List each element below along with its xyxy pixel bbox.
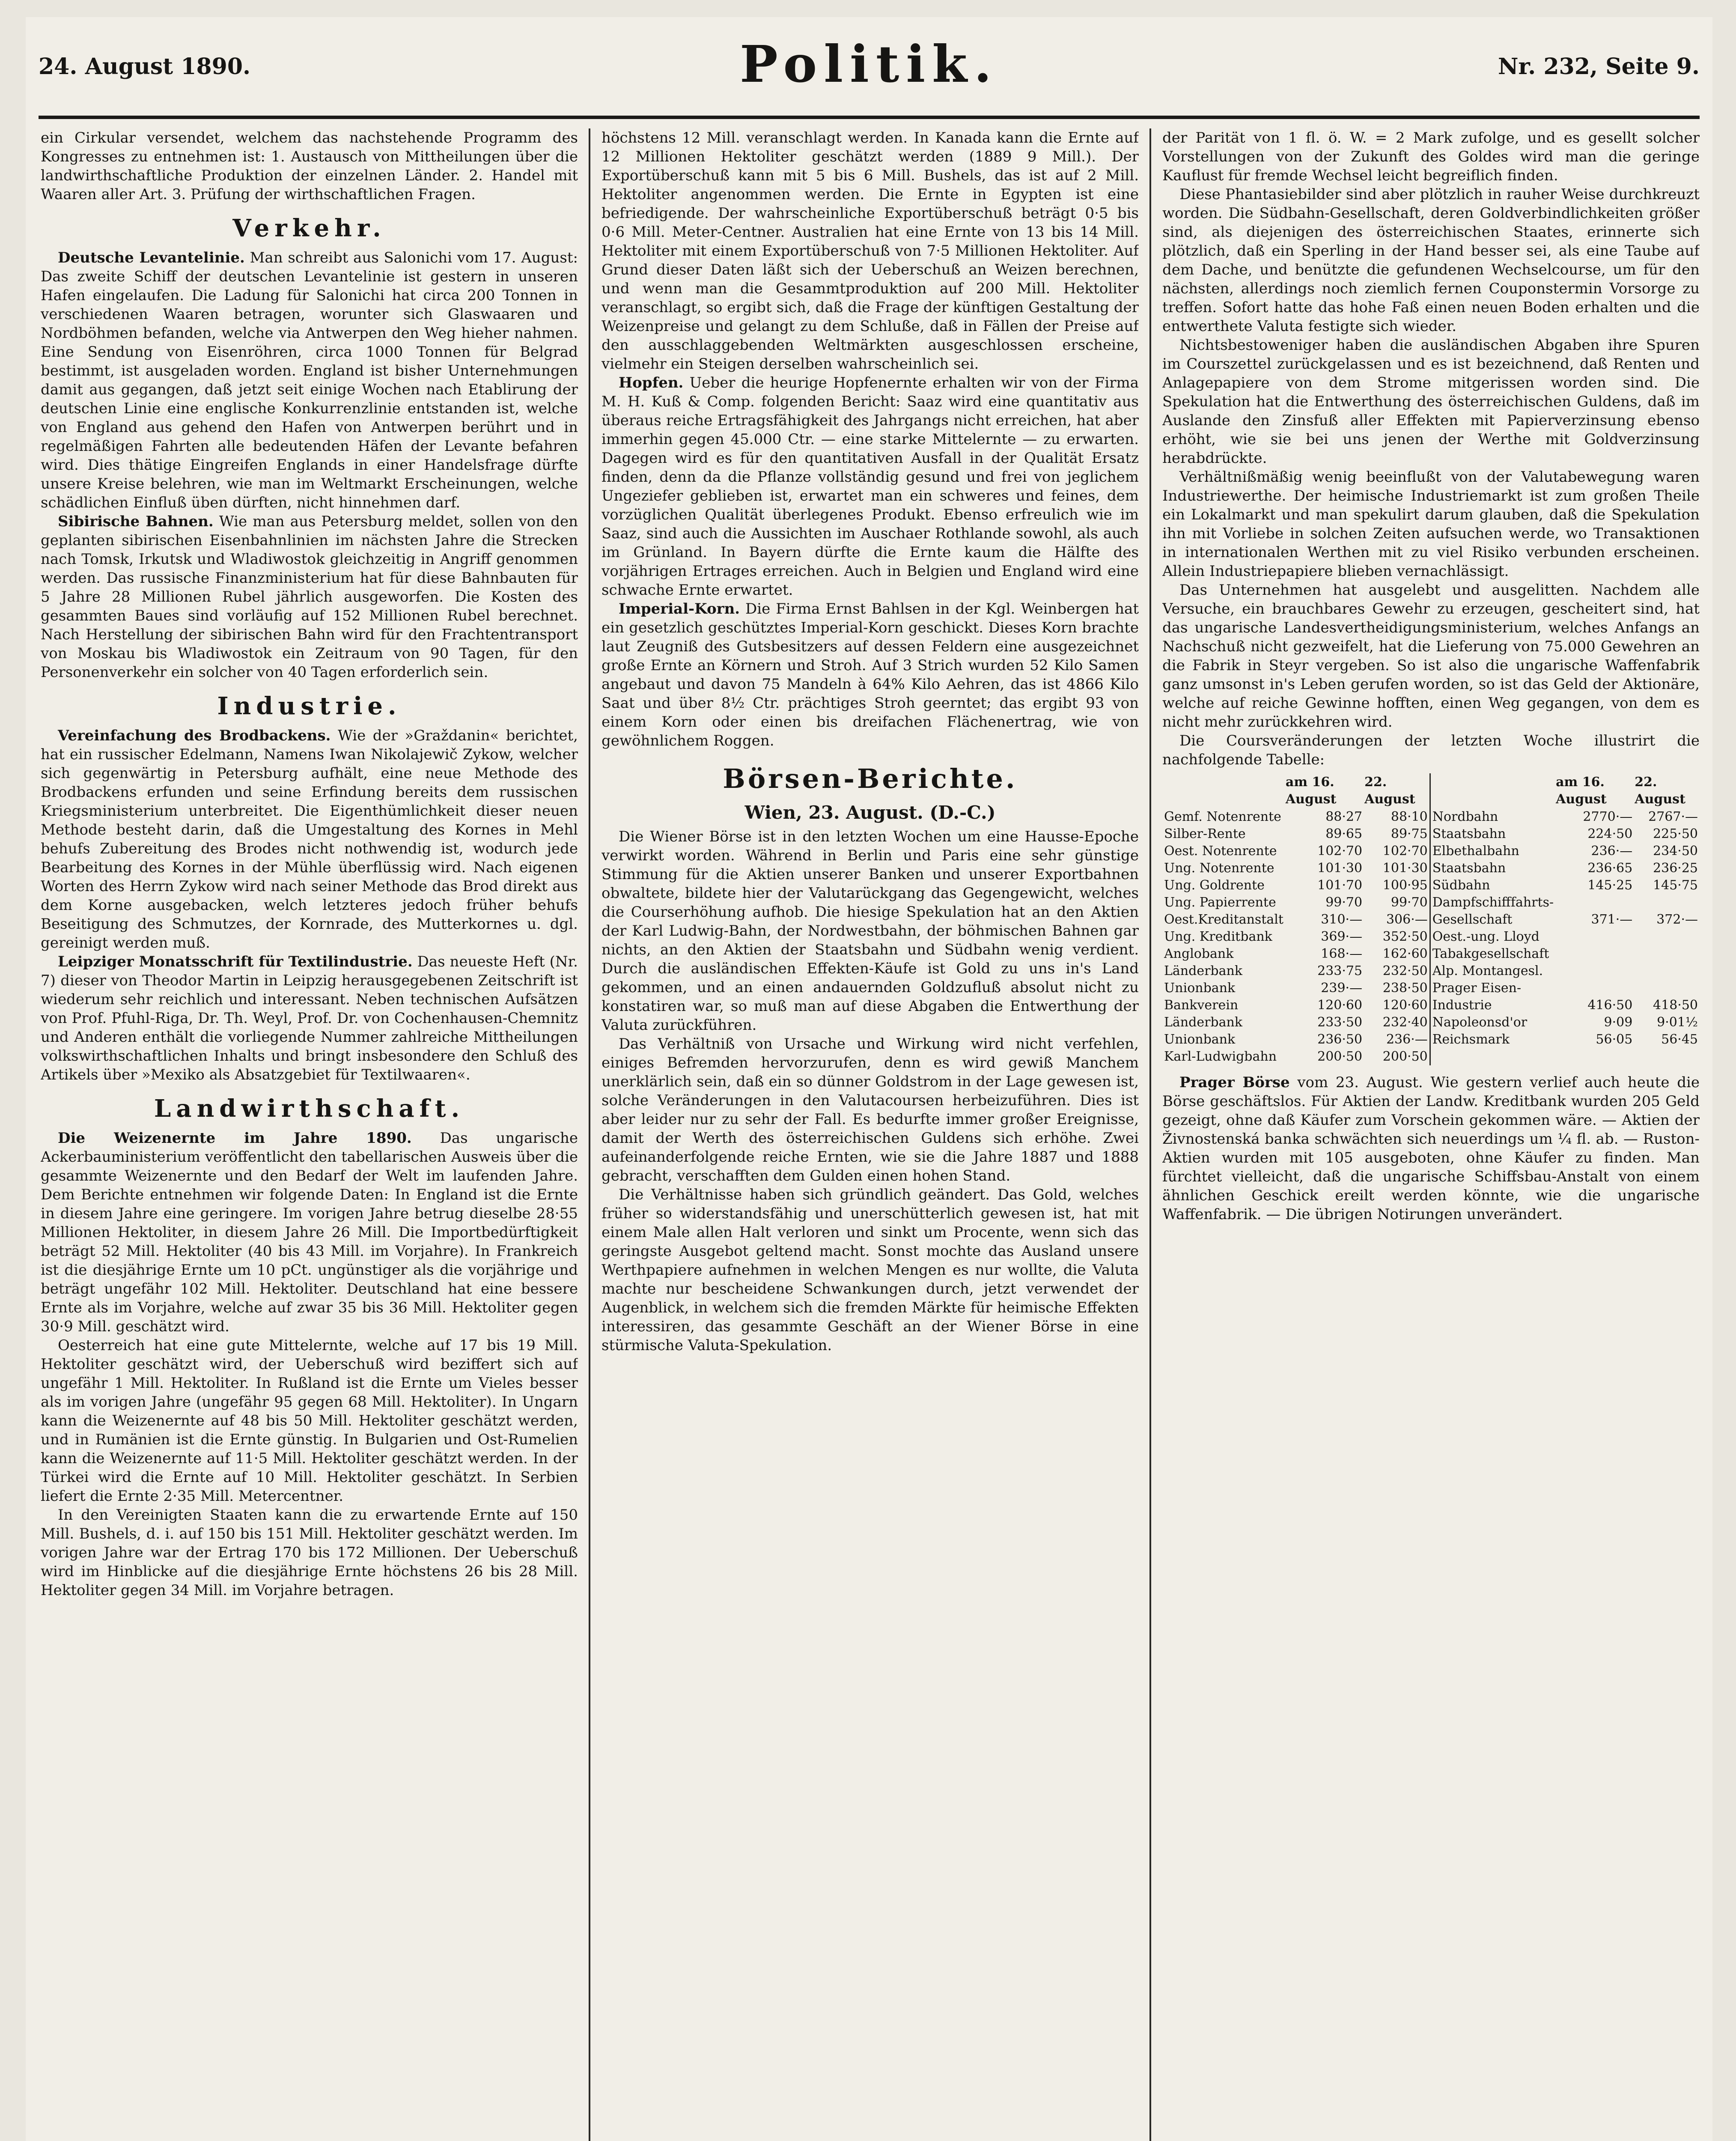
right-rate-b [1634, 928, 1700, 945]
right-rate-b: 236·25 [1653, 861, 1698, 876]
weizen-text: Das ungarische Ackerbauministerium veröffentlicht den tabellarischen Ausweis über die gesammte Weizenernte und den Bedarf der Welt im laufenden Jahre. Dem Berichte entnehmen wir folgende Daten: In England ist die Ernte in diesem Jahre eine geringere. Im vorigen Jahre betrug dieselbe 28·55 Millionen Hektoliter, in diesem Jahre 26 Mill. Die Importbedürftigkeit beträgt 52 Mill. Hektoliter (40 bis 43 Mill. im Vorjahre). In Frankreich ist die diesjährige Ernte um 10 pCt. ungünstiger als die vorjährige und beträgt ungefähr 102 Mill. Hektoliter. Deutschland hat eine bessere Ernte als im Vorjahre, welche auf zwar 35 bis 36 Mill. Hektoliter gegen 30·9 Mill. geschätzt wird. [41, 1130, 578, 1335]
left-rate-name: Karl-Ludwigbahn [1164, 1049, 1277, 1064]
left-rate-b: 238·50 [1382, 981, 1428, 996]
korn-label: Imperial-Korn. [619, 600, 740, 617]
right-rate-name: Südbahn [1430, 877, 1555, 894]
usa-paragraph: In den Vereinigten Staaten kann die zu erwartende Ernte auf 150 Mill. Bushels, d. i. auf 150 bis 151 Mill. Hektoliter geschätzt werden. Im vorigen Jahre war der Ertrag 170 bis 172 Millionen. Der Ueberschuß wird im Hinblicke auf die diesjährige Ernte höchstens 26 bis 28 Mill. Hektoliter gegen 34 Mill. im Vorjahre betragen. [41, 1506, 578, 1599]
right-rate-a: 9·09 [1604, 1015, 1633, 1030]
left-rate-name: Ung. Goldrente [1164, 878, 1265, 893]
right-rate-b: 234·50 [1653, 844, 1698, 859]
left-rate-b: 200·50 [1382, 1049, 1428, 1064]
left-rate-a: 310·— [1321, 912, 1363, 927]
right-rate-b [1634, 980, 1700, 997]
left-rate-b: 101·30 [1382, 861, 1428, 876]
left-rate-b: 120·60 [1382, 998, 1428, 1013]
brod-label: Vereinfachung des Brodbackens. [58, 727, 331, 744]
right-rate-name: Elbethalbahn [1430, 843, 1555, 860]
table-row [1162, 963, 1700, 980]
hopfen-article [601, 373, 1139, 599]
table-row [1162, 945, 1700, 963]
left-rate-a: 120·60 [1317, 998, 1363, 1013]
col3-paragraph-3: Verhältnißmäßig wenig beeinflußt von der Valutabewegung waren Industriewerthe. Der heimische Industriemarkt ist zum großen Theile ein Lokalmarkt und man spekulirt darum glauben, daß die Spekulation ihn mit Vorliebe in solchen Zeiten aufsuchen werde, wo Transaktionen in internationalen Werthen mit zu viel Risiko verbunden erscheinen. Allein Industriepapiere blieben vernachlässigt. [1162, 468, 1700, 580]
right-rate-name: Staatsbahn [1430, 860, 1555, 877]
right-rate-a: 236·65 [1587, 861, 1633, 876]
monats-label: Leipziger Monatsschrift für Textilindustrie. [58, 953, 413, 970]
verkehr-heading: Verkehr. [232, 214, 386, 242]
left-rate-b: 352·50 [1382, 929, 1428, 944]
left-rate-a: 89·65 [1325, 826, 1363, 841]
right-rate-a: 145·25 [1587, 878, 1633, 893]
course-table [1162, 773, 1700, 1065]
table-row [1162, 997, 1700, 1014]
column-divider-2 [1149, 128, 1151, 2141]
right-rate-name: Gesellschaft [1430, 911, 1555, 928]
right-rate-b: 56·45 [1661, 1032, 1698, 1047]
right-rate-name: Prager Eisen- [1430, 980, 1555, 997]
korn-article [601, 599, 1139, 750]
left-rate-b: 102·70 [1382, 844, 1428, 859]
right-rate-a: 416·50 [1587, 998, 1633, 1013]
page-header [39, 34, 1700, 111]
right-rate-name: Staatsbahn [1430, 826, 1555, 843]
left-rate-name: Anglobank [1164, 946, 1234, 961]
left-rate-a: 102·70 [1317, 844, 1363, 859]
prag-label: Prager Börse [1179, 1074, 1290, 1091]
bahnen-text: Wie man aus Petersburg meldet, sollen von den geplanten sibirischen Eisenbahnlinien im nächsten Jahre die Strecken nach Tomsk, Irkutsk und Wladiwostok gleichzeitig in Angriff genommen werden. Das russische Finanzministerium hat für diese Bahnbauten für 5 Jahre 28 Millionen Rubel jährlich ausgeworfen. Die Kosten des gesammten Baues sind vorläufig auf 152 Millionen Rubel berechnet. Nach Herstellung der sibirischen Bahn wird für den Frachtentransport von Moskau bis Wladiwostok ein Zeitraum von 90 Tagen, für den Personenverkehr ein solcher von 40 Tagen erforderlich sein. [41, 513, 578, 681]
left-rate-a: 88·27 [1325, 809, 1363, 824]
bahnen-label: Sibirische Bahnen. [58, 513, 214, 530]
left-rate-b: 88·10 [1391, 809, 1428, 824]
left-rate-b: 232·50 [1382, 963, 1428, 978]
col3-paragraph-2: Nichtsbestoweniger haben die ausländischen Abgaben ihre Spuren im Courszettel zurückgelassen und es ist bezeichnend, daß Renten und Anlagepapiere von dem Strome mitgerissen worden sind. Die Spekulation hat die Entwerthung des österreichischen Guldens, daß im Auslande den Zinsfuß aller Effekten mit Papierverzinsung ebenso erhöht, wie sie bei uns jenen der Werthe mit Goldverzinsung herabdrückte. [1162, 337, 1700, 467]
course-table-header [1162, 773, 1700, 808]
prag-article [1162, 1073, 1700, 1224]
header-rule [39, 116, 1700, 119]
left-rate-b: 100·95 [1382, 878, 1428, 893]
right-rate-a [1555, 1048, 1634, 1065]
left-rate-b: 236·— [1386, 1032, 1428, 1047]
right-rate-b [1634, 1048, 1700, 1065]
left-rate-a: 233·50 [1317, 1015, 1363, 1030]
col2-intro-paragraph: höchstens 12 Mill. veranschlagt werden. In Kanada kann die Ernte auf 12 Millionen Hektoliter geschätzt werden (1889 9 Mill.). Der Exportüberschuß kann mit 5 bis 6 Mill. Bushels, das ist auf 2 Mill. Hektoliter angenommen werden. Die Ernte in Egypten ist eine befriedigende. Der wahrscheinliche Exportüberschuß beträgt 0·5 bis 0·6 Mill. Meter-Centner. Australien hat eine Ernte von 13 bis 14 Mill. Hektoliter mit einem Exportüberschuß von 7·5 Millionen Hektoliter. Auf Grund dieser Daten läßt sich der Ueberschuß an Weizen berechnen, und wenn man die Gesammtproduktion auf 200 Mill. Hektoliter veranschlagt, so ergibt sich, daß die Frage der künftigen Gestaltung der Weizenpreise und gelangt zu dem Schluße, daß in Fällen der Preise auf den ausschlaggebenden Weltmärkten ausgeschlossen erscheine, vielmehr ein Steigen derselben wahrscheinlich sei. [601, 129, 1139, 373]
right-rate-a: 236·— [1591, 844, 1633, 859]
wien-paragraph-1: Die Wiener Börse ist in den letzten Wochen um eine Hausse-Epoche verwirkt worden. Während in Berlin und Paris eine sehr günstige Stimmung für die Aktien unserer Banken und unserer Exportbahnen obwaltete, bildete hier der Valutarückgang das Gegengewicht, welches die Courserhöhung aufhob. Die hiesige Spekulation hat an den Aktien der Karl Ludwig-Bahn, der Nordwestbahn, der böhmischen Bahnen gar nichts, an den Aktien der Staatsbahn und Südbahn wenig verdient. Durch die ausländischen Effekten-Käufe ist Gold zu uns in's Land gekommen, und an einen andauernden Goldzufluß absolut nicht zu konstatiren war, so muß man auf diese Abgaben die Entwerthung der Valuta zurückführen. [601, 828, 1139, 1034]
left-rate-name: Oest. Notenrente [1164, 844, 1277, 859]
right-rate-a: 2770·— [1583, 809, 1633, 824]
right-rate-name: Oest.-ung. Lloyd [1430, 928, 1555, 945]
table-row [1162, 1031, 1700, 1048]
right-rate-b [1634, 894, 1700, 911]
right-rate-name: Dampfschifffahrts- [1430, 894, 1555, 911]
table-row [1162, 826, 1700, 843]
boersen-heading: Börsen-Berichte. [723, 763, 1018, 794]
right-rate-name: Nordbahn [1430, 808, 1555, 826]
left-rate-name: Ung. Notenrente [1164, 861, 1274, 876]
bahnen-article [41, 512, 578, 682]
right-rate-a [1555, 963, 1634, 980]
right-rate-b: 145·75 [1653, 878, 1698, 893]
left-rate-name: Gemf. Notenrente [1164, 809, 1281, 824]
left-rate-b: 162·60 [1382, 946, 1428, 961]
table-row [1162, 894, 1700, 911]
col3-paragraph-1: Diese Phantasiebilder sind aber plötzlich in rauher Weise durchkreuzt worden. Die Südbahn-Gesellschaft, deren Goldverbindlichkeiten größer sind, als diejenigen des österreichischen Staates, erinnerte sich plötzlich, daß ein Sperling in der Hand besser sei, als eine Taube auf dem Dache, und benützte die gefundenen Wechselcourse, um für den nächsten, allerdings noch ziemlich fernen Couponstermin Vorsorge zu treffen. Sofort hatte das hohe Faß einen neuen Boden erhalten und die entwerthete Valuta festigte sich wieder. [1162, 186, 1700, 335]
right-rate-b: 9·01½ [1657, 1015, 1698, 1030]
left-rate-a: 101·70 [1317, 878, 1363, 893]
left-rate-b: 232·40 [1382, 1015, 1428, 1030]
table-row [1162, 1014, 1700, 1031]
table-row [1162, 911, 1700, 928]
left-rate-a: 233·75 [1317, 963, 1363, 978]
right-rate-b [1634, 945, 1700, 963]
left-rate-a: 200·50 [1317, 1049, 1363, 1064]
wien-paragraph-3: Die Verhältnisse haben sich gründlich geändert. Das Gold, welches früher so widerstandsfähig und unerschütterlich gewesen ist, hat mit einem Male allen Halt verloren und sinkt um Procente, wenn sich das geringste Ausgebot geltend macht. Sonst mochte das Ausland unsere Werthpapiere aufnehmen in welchen Mengen es nur wollte, die Valuta machte nur bescheidene Schwankungen durch, jetzt verwendet der Augenblick, in welchem sich die fremden Märkte für heimische Effekten interessiren, das gesammte Geschäft an der Wiener Börse in eine stürmische Valuta-Spekulation. [601, 1186, 1139, 1354]
right-rate-a: 224·50 [1587, 826, 1633, 841]
left-rate-b: 306·— [1386, 912, 1428, 927]
left-col-22-header: 22. August [1364, 775, 1415, 807]
table-intro: Die Coursveränderungen der letzten Woche illustrirt die nachfolgende Tabelle: [1162, 732, 1700, 768]
hopfen-text: Ueber die heurige Hopfenernte erhalten wir von der Firma M. H. Kuß & Comp. folgenden Bericht: Saaz wird eine quantitativ aus überaus reiche Ertragsfähigkeit des Jahrgangs nicht erreichen, hat aber immerhin gegen 45.000 Ctr. — eine starke Mittelernte — zu erwarten. Dagegen wird es für den quantitativen Ausfall in der Qualität Ersatz finden, denn da die Pflanze vollständig gesund und frei von jeglichem Ungeziefer geblieben ist, erwartet man ein schweres und feines, dem vorzüglichen Qualität überlegenes Produkt. Ebenso erfreulich wie im Saaz, sind auch die Aussichten im Auschaer Rothlande sowohl, als auch im Grünland. In Bayern dürfte die Ernte kaum die Hälfte des vorjährigen Ertrages erreichen. Auch in Belgien und England wird eine schwache Ernte erwartet. [601, 374, 1139, 599]
landw-heading: Landwirthschaft. [154, 1094, 465, 1123]
right-rate-b: 418·50 [1653, 998, 1698, 1013]
wien-paragraph-2: Das Verhältniß von Ursache und Wirkung wird nicht verfehlen, einiges Befremden hervorzurufen, denn es wird gewiß Manchem unerklärlich sein, daß ein so dünner Goldstrom in der Lage gewesen ist, solche Veränderungen in den Valutacoursen herbeizuführen. Dies ist aber leider nur zu sehr der Fall. Es bedurfte immer großer Ereignisse, damit der Werth des österreichischen Guldens sich erhöhe. Zwei aufeinanderfolgende reiche Ernten, wie sie die Jahre 1887 und 1888 gebracht, verschafften dem Gulden einen hohen Stand. [601, 1035, 1139, 1184]
right-rate-name: Industrie [1430, 997, 1555, 1014]
left-rate-a: 239·— [1321, 981, 1363, 996]
levante-label: Deutsche Levantelinie. [58, 249, 245, 266]
right-rate-name [1430, 1048, 1555, 1065]
monats-text: Das neueste Heft (Nr. 7) dieser von Theodor Martin in Leipzig herausgegebenen Zeitschrift ist wiederum sehr reichlich und interessant. Neben technischen Aufsätzen von Prof. Pfuhl-Riga, Dr. Th. Weyl, Prof. Dr. von Cochenhausen-Chemnitz und Anderen enthält die vorliegende Nummer zahlreiche Mittheilungen volkswirthschaftlichen Inhalts und bringt insbesondere den Schluß des Artikels über »Mexiko als Absatzgebiet für Textilwaaren«. [41, 953, 578, 1083]
issue-date: 24. August 1890. [39, 54, 251, 80]
right-rate-a [1555, 980, 1634, 997]
left-rate-name: Silber-Rente [1164, 826, 1246, 841]
column-3 [1162, 128, 1700, 2141]
table-row [1162, 843, 1700, 860]
page-number: Nr. 232, Seite 9. [1498, 54, 1700, 80]
column-1 [41, 128, 578, 2141]
monats-article [41, 952, 578, 1084]
table-row [1162, 808, 1700, 826]
prag-text: vom 23. August. Wie gestern verlief auch heute die Börse geschäftslos. Für Aktien der Landw. Kreditbank wurden 205 Geld gezeigt, ohne daß Käufer zum Vorschein gekommen wäre. — Aktien der Živnostenská banka schwächten sich neuerdings um ¼ fl. ab. — Ruston-Aktien wurden mit 105 ausgeboten, ohne Käufer zu finden. Man fürchtet vielleicht, daß die ungarische Schiffsbau-Anstalt von einem ähnlichen Geschick ereilt werden könnte, wie die ungarische Waffenfabrik. — Die übrigen Notirungen unverändert. [1162, 1074, 1700, 1223]
intro-paragraph: ein Cirkular versendet, welchem das nachstehende Programm des Kongresses zu entnehmen ist: 1. Austausch von Mittheilungen über die landwirthschaftliche Produktion der einzelnen Länder. 2. Handel mit Waaren aller Art. 3. Prüfung der wirthschaftlichen Fragen. [41, 129, 578, 203]
brod-article [41, 726, 578, 952]
column-divider-1 [589, 128, 590, 2141]
brod-text: Wie der »Graždanin« berichtet, hat ein russischer Edelmann, Namens Iwan Nikolajewič Zykow, welcher sich gegenwärtig in Petersburg aufhält, eine neue Methode des Brodbackens erfunden und seine Erfindung bereits dem russischen Kriegsministerium unterbreitet. Die Eigenthümlichkeit dieser neuen Methode besteht darin, daß die Umgestaltung des Kornes in Mehl behufs Zubereitung des Brodes nicht nothwendig ist, wodurch jede Bearbeitung des Kornes in der Mühle überflüssig wird. Nach eigenen Worten des Herrn Zykow wird nach seiner Methode das Brod direkt aus dem Korne ausgebacken, welch letzteres jedoch früher behufs Beseitigung des Schmutzes, der Kornrade, des Mutterkornes u. dgl. gereinigt werden muß. [41, 727, 578, 951]
right-rate-b: 2767·— [1648, 809, 1698, 824]
oesterreich-paragraph: Oesterreich hat eine gute Mittelernte, welche auf 17 bis 19 Mill. Hektoliter geschätzt wird, der Ueberschuß wird beziffert sich auf ungefähr 1 Mill. Hektoliter. In Rußland ist die Ernte um Vieles besser als im vorigen Jahre (ungefähr 95 gegen 68 Mill. Hektoliter). In Ungarn kann die Weizenernte auf 48 bis 50 Mill. Hektoliter geschätzt werden, und in Rumänien ist die Ernte günstig. In Bulgarien und Ost-Rumelien kann die Weizenernte auf 11·5 Mill. Hektoliter geschätzt werden. In der Türkei wird die Ernte auf 10 Mill. Hektoliter geschätzt. In Serbien liefert die Ernte 2·35 Mill. Metercentner. [41, 1337, 578, 1505]
levante-text: Man schreibt aus Salonichi vom 17. August: Das zweite Schiff der deutschen Levantelinie ist gestern in unseren Hafen eingelaufen. Die Ladung für Salonichi hat circa 200 Tonnen in verschiedenen Waaren betragen, worunter sich Glaswaaren und Nordböhmen befanden, welche via Antwerpen den Weg hieher nahmen. Eine Sendung von Eisenröhren, circa 1000 Tonnen für Belgrad bestimmt, ist ausgeladen worden. England ist bisher Unternehmungen damit aus gegangen, daß jetzt seit einige Wochen nach Etablirung der deutschen Linie eine englische Konkurrenzlinie entstanden ist, welche von England aus gehend den Hafen von Antwerpen berührt und in regelmäßigen Fahrten alle bedeutenden Häfen der Levante befahren wird. Dies thätige Eingreifen Englands in einer Handelsfrage dürfte unsere Kreise belehren, wie man im Weltmarkt Erscheinungen, welche schädlichen Einfluß üben dürften, nicht hinnehmen darf. [41, 249, 578, 511]
left-rate-name: Ung. Kreditbank [1164, 929, 1272, 944]
left-rate-name: Länderbank [1164, 963, 1243, 978]
table-row [1162, 928, 1700, 945]
right-rate-b [1634, 963, 1700, 980]
industrie-heading: Industrie. [217, 692, 402, 720]
right-rate-b: 225·50 [1653, 826, 1698, 841]
right-col-16-header: am 16. August [1556, 775, 1607, 807]
right-rate-a [1555, 945, 1634, 963]
wien-dateline: Wien, 23. August. (D.-C.) [744, 802, 996, 823]
left-col-16-header: am 16. August [1285, 775, 1337, 807]
table-row [1162, 1048, 1700, 1065]
right-rate-name: Napoleonsd'or [1430, 1014, 1555, 1031]
table-row [1162, 860, 1700, 877]
right-rate-b: 372·— [1656, 912, 1698, 927]
right-rate-a [1555, 894, 1634, 911]
table-row [1162, 877, 1700, 894]
left-rate-name: Bankverein [1164, 998, 1239, 1013]
left-rate-name: Länderbank [1164, 1015, 1243, 1030]
korn-text: Die Firma Ernst Bahlsen in der Kgl. Weinbergen hat ein gesetzlich geschütztes Imperial-Korn geschickt. Dieses Korn brachte laut Zeugniß des Gutsbesitzers auf dessen Feldern eine ausgezeichnet große Ernte an Körnern und Stroh. Auf 3 Strich wurden 52 Kilo Samen angebaut und davon 75 Mandeln à 64% Kilo Aehren, das ist 4866 Kilo Saat und über 8½ Ctr. prächtiges Stroh geerntet; das ergibt 93 von einem Korn oder einen bis dreifachen Flächenertrag, wie von gewöhnlichem Roggen. [601, 600, 1139, 749]
left-rate-b: 89·75 [1391, 826, 1428, 841]
right-rate-name: Reichsmark [1430, 1031, 1555, 1048]
col3-intro-paragraph: der Parität von 1 fl. ö. W. = 2 Mark zufolge, und es gesellt solcher Vorstellungen von der Zukunft des Goldes wird man die geringe Kauflust für fremde Wechsel leicht begreiflich finden. [1162, 129, 1700, 184]
left-rate-b: 99·70 [1391, 895, 1428, 910]
left-rate-a: 101·30 [1317, 861, 1363, 876]
left-rate-a: 236·50 [1317, 1032, 1363, 1047]
right-rate-name: Alp. Montangesl. [1430, 963, 1555, 980]
col3-paragraph-4: Das Unternehmen hat ausgelebt und ausgelitten. Nachdem alle Versuche, ein brauchbares Gewehr zu erzeugen, gescheitert sind, hat das ungarische Landesvertheidigungsministerium, welches Anfangs an Nachschuß nicht gezweifelt, hat die Lieferung von 75.000 Gewehren an die Fabrik in Steyr vergeben. So ist also die ungarische Waffenfabrik ganz umsonst in's Leben gerufen worden, so ist das Geld der Aktionäre, welche auf reiche Gewinne hofften, einen Weg gegangen, von dem es nicht mehr zurückkehren wird. [1162, 581, 1700, 731]
left-rate-a: 168·— [1321, 946, 1363, 961]
weizen-article [41, 1129, 578, 1336]
left-rate-name: Unionbank [1164, 1032, 1236, 1047]
left-rate-a: 369·— [1321, 929, 1363, 944]
right-rate-a [1555, 928, 1634, 945]
section-title: Politik. [739, 34, 999, 94]
weizen-title: Die Weizenernte im Jahre 1890. [58, 1130, 412, 1147]
right-rate-a: 56·05 [1596, 1032, 1633, 1047]
right-col-22-header: 22. August [1635, 775, 1685, 807]
left-rate-name: Unionbank [1164, 981, 1236, 996]
levante-article [41, 248, 578, 512]
table-row [1162, 980, 1700, 997]
left-rate-name: Ung. Papierrente [1164, 895, 1276, 910]
column-2 [601, 128, 1139, 2141]
hopfen-label: Hopfen. [619, 374, 684, 391]
right-rate-a: 371·— [1591, 912, 1633, 927]
left-rate-a: 99·70 [1325, 895, 1363, 910]
right-rate-name: Tabakgesellschaft [1430, 945, 1555, 963]
left-rate-name: Oest.Kreditanstalt [1164, 912, 1283, 927]
